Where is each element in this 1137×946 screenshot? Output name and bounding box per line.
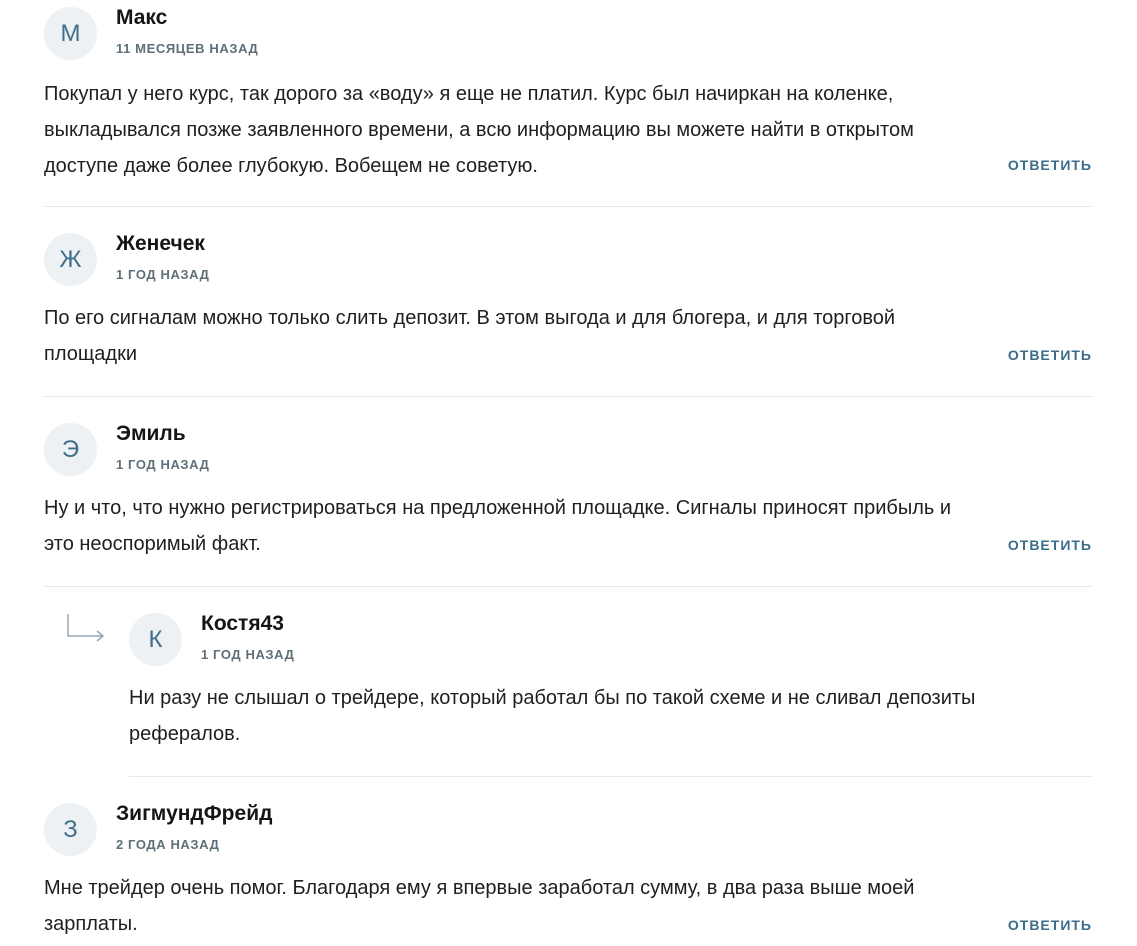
divider [44, 396, 1092, 397]
comment [44, 226, 1092, 372]
reply-comment [129, 606, 1092, 752]
comment-author[interactable]: Женечек [116, 232, 205, 255]
comment-header [44, 796, 1092, 866]
comment-text: Мне трейдер очень помог. Благодаря ему я впервые заработал сумму, в два раза выше моей зарплаты. [44, 877, 915, 935]
avatar: К [129, 613, 182, 666]
reply-button[interactable]: ОТВЕТИТЬ [1007, 537, 1092, 553]
comment-header [44, 226, 1092, 296]
reply-button[interactable]: ОТВЕТИТЬ [1007, 917, 1092, 933]
comment [44, 0, 1092, 184]
comment-header [44, 0, 1092, 70]
comment-text: Ну и что, что нужно регистрироваться на предложенной площадке. Сигналы приносят прибыль и это неоспоримый факт. [44, 497, 952, 555]
avatar: З [44, 803, 97, 856]
comment [44, 796, 1092, 942]
comment-author[interactable]: Эмиль [116, 422, 186, 445]
reply-arrow-icon [66, 612, 106, 646]
comment-text: Покупал у него курс, так дорого за «воду» я еще не платил. Курс был начиркан на коленке, выкладывался позже заявленного времени, а всю информацию вы можете найти в открытом доступе даже более глубокую. Вобещем не советую. [44, 83, 914, 177]
comment-text: Ни разу не слышал о трейдере, который работал бы по такой схеме и не сливал депозиты рефералов. [129, 687, 976, 745]
comment-date: 11 МЕСЯЦЕВ НАЗАД [116, 41, 259, 56]
avatar: Э [44, 423, 97, 476]
comment [44, 416, 1092, 562]
reply-button[interactable]: ОТВЕТИТЬ [1007, 157, 1092, 173]
comment-date: 1 ГОД НАЗАД [201, 647, 295, 662]
comment-author[interactable]: Макс [116, 6, 168, 29]
divider [44, 206, 1092, 207]
divider [129, 776, 1092, 777]
comment-date: 2 ГОДА НАЗАД [116, 837, 220, 852]
comment-author[interactable]: Костя43 [201, 612, 284, 635]
comment-text: По его сигналам можно только слить депозит. В этом выгода и для блогера, и для торговой площадки [44, 307, 896, 365]
comment-date: 1 ГОД НАЗАД [116, 457, 210, 472]
comment-header [129, 606, 1092, 676]
comment-author[interactable]: ЗигмундФрейд [116, 802, 273, 825]
comment-header [44, 416, 1092, 486]
avatar: М [44, 7, 97, 60]
divider [44, 586, 1092, 587]
avatar: Ж [44, 233, 97, 286]
comment-date: 1 ГОД НАЗАД [116, 267, 210, 282]
reply-button[interactable]: ОТВЕТИТЬ [1007, 347, 1092, 363]
